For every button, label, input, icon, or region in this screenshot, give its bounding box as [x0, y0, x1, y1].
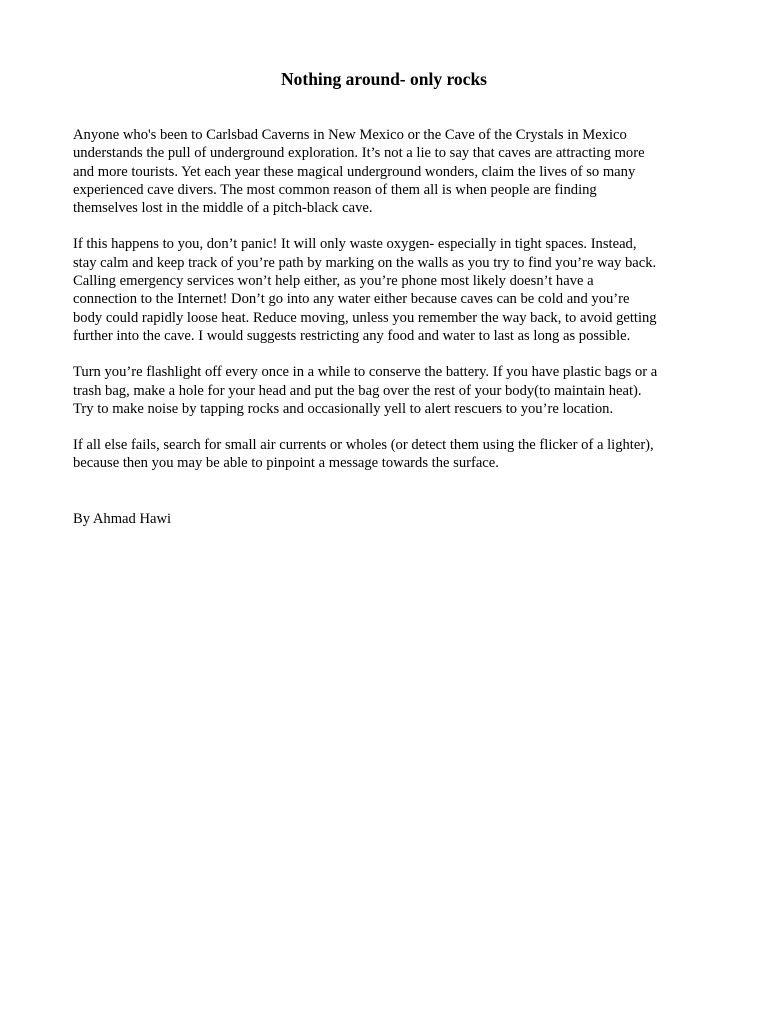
paragraph-3: Turn you’re flashlight off every once in a while to conserve the battery. If you have plastic bags or a trash bag, make a hole for your head and put the bag over the rest of your body(to maintain heat). Try to make noise by tapping rocks and occasionally yell to alert rescuers to you’re location.	[73, 364, 658, 417]
paragraph-1: Anyone who's been to Carlsbad Caverns in New Mexico or the Cave of the Crystals in Mexico understands the pull of underground exploration. It’s not a lie to say that caves are attracting more and more tourists. Yet each year these magical underground wonders, claim the lives of so many experienced cave divers. The most common reason of them all is when people are finding themselves lost in the middle of a pitch-black cave.	[73, 127, 645, 217]
document-title: Nothing around- only rocks	[280, 69, 487, 89]
author-byline: By Ahmad Hawi	[73, 511, 172, 527]
paragraph-4: If all else fails, search for small air currents or wholes (or detect them using the flicker of a lighter), because then you may be able to pinpoint a message towards the surface.	[73, 437, 654, 472]
paragraph-2: If this happens to you, don’t panic! It will only waste oxygen- especially in tight spaces. Instead, stay calm and keep track of you’re path by marking on the walls as you try to find you’re way back. Calling emergency services won’t help either, as you’re phone most likely doesn’t have a connection to the Internet! Don’t go into any water either because caves can be cold and you’re body could rapidly loose heat. Reduce moving, unless you remember the way back, to avoid getting further into the cave. I would suggests restricting any food and water to last as long as possible.	[73, 236, 657, 344]
document-body	[73, 126, 713, 491]
